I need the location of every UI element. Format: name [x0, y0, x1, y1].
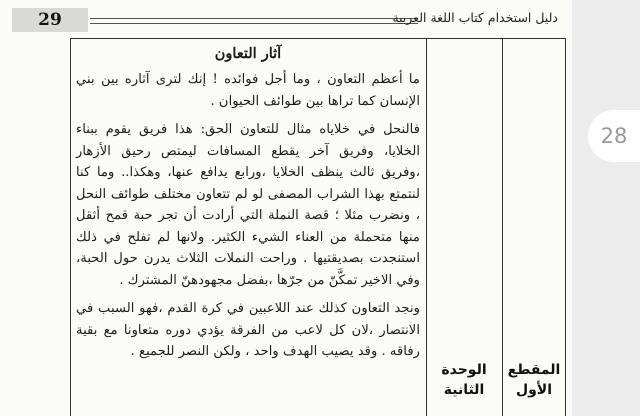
section-label: المقطع الأول — [507, 362, 561, 398]
table-divider-2 — [502, 38, 503, 416]
adjacent-page-number: 28 — [588, 110, 640, 162]
lesson-paragraph: ونجد التعاون كذلك عند اللاعبين في كرة القدم ،فهو السبب في الانتصار ،لان كل لاعب من الفرقة يؤدي دوره متعاونا مع بقية رفاقه . وقد يصيب الهدف واحد ، ولكن النصر للجميع . — [76, 301, 420, 359]
lesson-title: آثار التعاون — [214, 45, 282, 62]
page-number: 29 — [12, 8, 88, 32]
lesson-text — [76, 44, 420, 370]
lesson-paragraph: ما أعظم التعاون ، وما أجل فوائده ! إنك لترى آثاره بين بني الإنسان كما تراها بين طوائف الحيوان . — [76, 72, 420, 109]
table-right-border — [565, 38, 566, 416]
table-left-border — [70, 38, 71, 416]
table-top-border — [70, 38, 565, 39]
table-divider-1 — [426, 38, 427, 416]
header-rule — [90, 18, 418, 24]
lesson-paragraph: فالنحل في خلاياه مثال للتعاون الحق: هذا فريق يقوم ببناء الخلايا، وفريق آخر يقطع المسافات ليمتص رحيق الأزهار ،وفريق ثالث ينظف الخلايا ،ورابع يدافع عنها، وهكذا.. وما كنا لنتمتع بهذا الشراب المصفى لو لم تتعاون مختلف طوائف النحل ، ونضرب مثلا ؛ قصة النملة التي أرادت أن تجر حبة قمح أثقل منها متحملة من العناء الشيء الكثير. ولانها لم تفلح في ذلك استنجدت بصديقتيها . وراحت النملات الثلاث يدرن حول الحبة، وفي الاخير تمكَّنّ من جرّها ،بفضل مجهودهنّ المشترك . — [76, 122, 420, 288]
unit-label: الوحدة الثانية — [441, 362, 487, 398]
running-title: دليل استخدام كتاب اللغة العربية — [392, 10, 558, 25]
